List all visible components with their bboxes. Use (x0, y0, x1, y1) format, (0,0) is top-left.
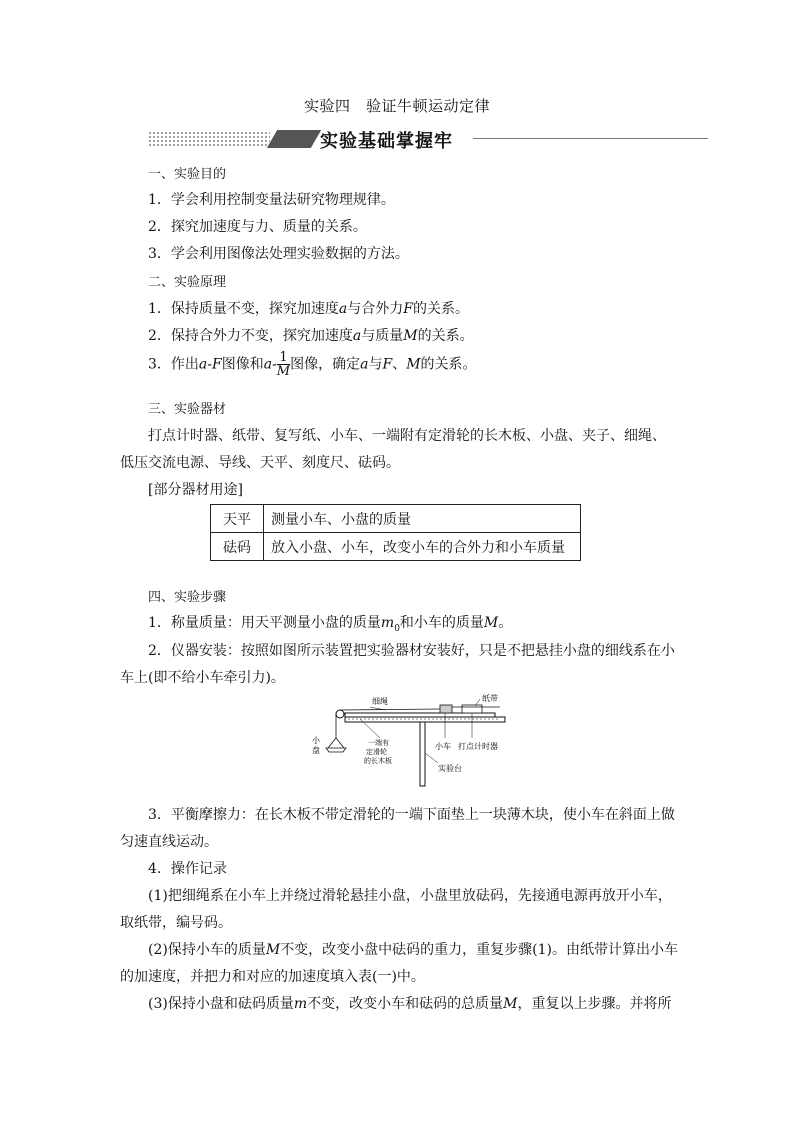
tray-string (328, 738, 336, 748)
text: ，重复以上步骤。并将所 (517, 996, 672, 1012)
var-M: M (265, 942, 281, 958)
rope-line (340, 709, 440, 710)
step-1 (148, 612, 512, 634)
apparatus-diagram (300, 693, 520, 793)
text: 3．作出 (148, 356, 199, 373)
long-board (345, 713, 495, 717)
label-cart: 小车 (435, 742, 451, 751)
label-bench: 实验台 (438, 764, 462, 773)
var-m: m (380, 615, 395, 631)
label-board: 的长木板 (364, 757, 392, 765)
var-M: M (406, 356, 421, 373)
text: 图像和 (221, 356, 264, 373)
step-4-heading: 4．操作记录 (148, 861, 227, 877)
label-timer: 打点计时器 (458, 742, 498, 751)
operation-2-line: 的加速度，并把力和对应的加速度填入表(一)中。 (120, 969, 425, 985)
text: 的关系。 (417, 328, 474, 344)
step-2-line: 车上(即不给小车牵引力)。 (120, 670, 285, 686)
principle-item (148, 298, 469, 318)
text: 与质量 (361, 328, 404, 344)
var-a: a- (263, 356, 277, 373)
text: (3)保持小盘和砝码质量 (148, 996, 294, 1012)
var-a: a (352, 328, 362, 344)
var-M: M (483, 615, 499, 631)
principle-item (148, 351, 477, 378)
fraction-1-over-M (277, 351, 290, 378)
text: 。 (498, 615, 513, 631)
var-F: F (382, 356, 393, 373)
cart-icon (440, 705, 452, 713)
var-aF: a-F (198, 356, 222, 373)
var-M: M (403, 328, 418, 344)
operation-1-line: (1)把细绳系在小车上并绕过滑轮悬挂小盘，小盘里放砝码，先接通电源再放开小车， (148, 888, 672, 904)
text: 图像，确定 (290, 356, 361, 373)
label-board: 一端有 (368, 739, 389, 747)
subscript: 0 (394, 623, 400, 634)
leader-line (425, 753, 438, 763)
text: 和小车的质量 (399, 615, 484, 631)
objective-item: 1．学会利用控制变量法研究物理规律。 (148, 192, 395, 208)
var-a: a (360, 356, 369, 373)
text: (2)保持小车的质量 (148, 942, 266, 958)
fraction-denominator: M (276, 364, 291, 379)
text: 的关系。 (413, 301, 469, 317)
var-m: m (293, 996, 308, 1012)
label-rope: 细绳 (372, 697, 388, 706)
equipment-use-note: [部分器材用途] (148, 482, 243, 498)
text: 与 (368, 356, 383, 373)
label-tray: 小 (312, 736, 320, 745)
bench-top (345, 717, 505, 722)
timer-icon (462, 705, 482, 713)
principle-item (148, 325, 474, 345)
table-cell: 放入小盘、小车，改变小车的合外力和小车质量 (264, 533, 581, 561)
text: 1．保持质量不变，探究加速度 (148, 301, 339, 317)
operation-1-line: 取纸带，编号码。 (120, 915, 232, 931)
banner-rule (473, 138, 708, 139)
label-tray: 盘 (312, 746, 320, 755)
equipment-list-line: 低压交流电源、导线、天平、刻度尺、砝码。 (120, 455, 400, 471)
table-cell: 测量小车、小盘的质量 (264, 505, 581, 533)
step-2-line: 2．仪器安装：按照如图所示装置把实验器材安装好，只是不把悬挂小盘的细线系在小 (148, 643, 675, 659)
operation-2-line (148, 939, 678, 959)
table-row (211, 505, 581, 533)
text: 、 (392, 356, 407, 373)
text: 1．称量质量：用天平测量小盘的质量 (148, 615, 381, 631)
table-row (211, 533, 581, 561)
text: 与合外力 (347, 301, 404, 317)
var-F: F (403, 301, 413, 317)
tray-string (336, 738, 344, 748)
bench-leg (420, 722, 425, 786)
text: 不变，改变小车和砝码的总质量 (307, 996, 504, 1012)
var-a: a (338, 301, 348, 317)
tray-icon (326, 748, 346, 752)
page-title: 实验四 验证牛顿运动定律 (303, 97, 490, 115)
step-3-line: 匀速直线运动。 (120, 834, 218, 850)
text: 的关系。 (420, 356, 477, 373)
operation-3-line (148, 993, 671, 1013)
label-board: 定滑轮 (366, 748, 387, 756)
table-cell: 砝码 (211, 533, 264, 561)
pulley-icon (336, 710, 344, 718)
heading-equipment: 三、实验器材 (148, 402, 227, 417)
step-3-line: 3．平衡摩擦力：在长木板不带定滑轮的一端下面垫上一块薄木块，使小车在斜面上做 (148, 807, 675, 823)
banner-slant-bar (267, 130, 321, 148)
heading-principle: 二、实验原理 (148, 275, 227, 290)
text: 2．保持合外力不变，探究加速度 (148, 328, 353, 344)
var-M: M (503, 996, 518, 1012)
banner-text: 实验基础掌握牢 (320, 131, 453, 152)
section-banner (148, 126, 708, 152)
heading-steps: 四、实验步骤 (148, 590, 227, 605)
text: 不变，改变小盘中砝码的重力，重复步骤(1)。由纸带计算出小车 (280, 942, 679, 958)
label-tape: 纸带 (482, 694, 498, 703)
table-cell: 天平 (211, 505, 264, 533)
banner-dots (148, 131, 270, 147)
equipment-list-line: 打点计时器、纸带、复写纸、小车、一端附有定滑轮的长木板、小盘、夹子、细绳、 (148, 428, 666, 444)
fraction-numerator: 1 (277, 351, 290, 365)
objective-item: 3．学会利用图像法处理实验数据的方法。 (148, 246, 409, 262)
equipment-use-table (210, 504, 581, 561)
objective-item: 2．探究加速度与力、质量的关系。 (148, 219, 367, 235)
heading-objectives: 一、实验目的 (148, 167, 227, 182)
